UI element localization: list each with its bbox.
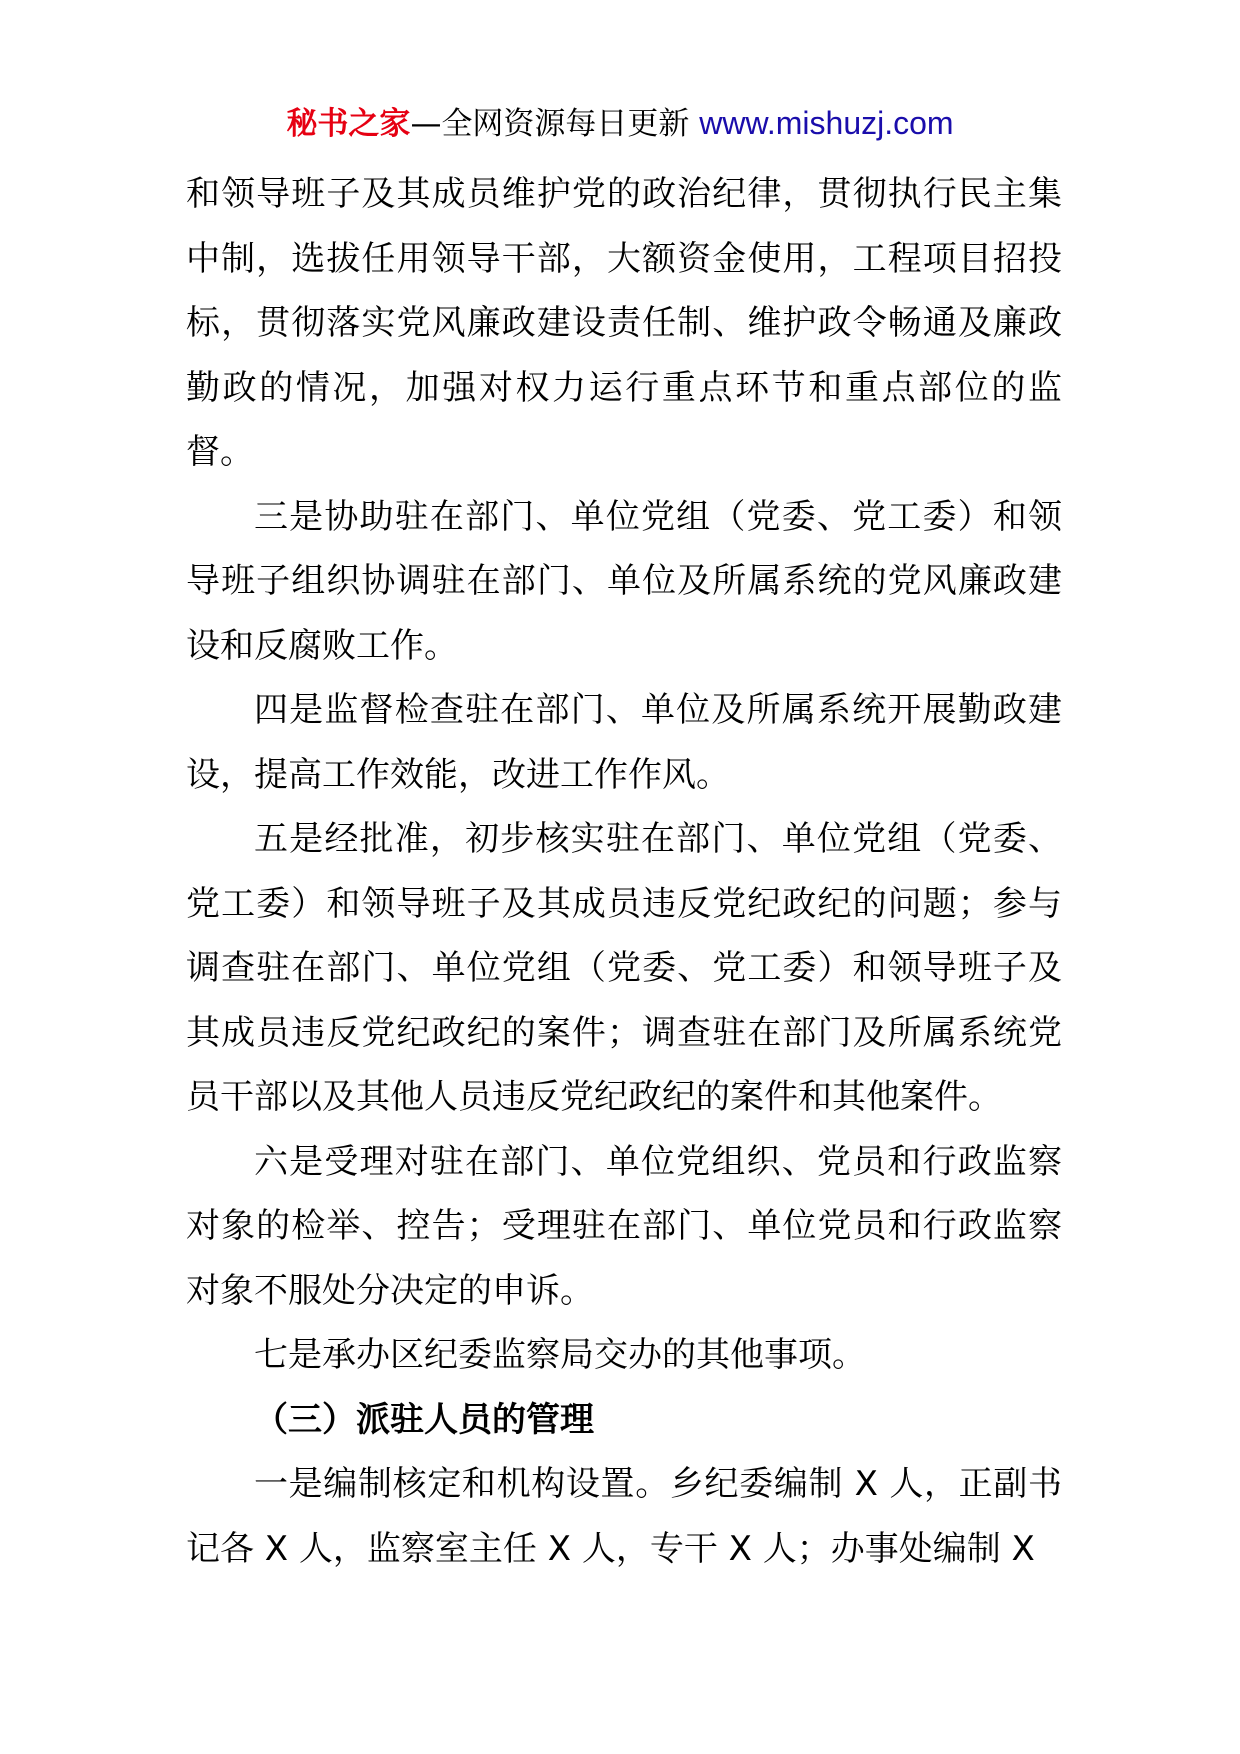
paragraph-item-four: 四是监督检查驻在部门、单位及所属系统开展勤政建设，提高工作效能，改进工作作风。 (186, 690, 1062, 795)
brand-name: 秘书之家 (286, 106, 411, 142)
paragraph-continuation: 和领导班子及其成员维护党的政治纪律，贯彻执行民主集中制，选拔任用领导干部，大额资金使用，工程项目招投标，贯彻落实党风廉政建设责任制、维护政令畅通及廉政勤政的情况，加强对权力运行重点环节和重点部位的监督。 (186, 174, 1062, 472)
paragraph-item-seven: 七是承办区纪委监察局交办的其他事项。 (254, 1335, 866, 1375)
site-header (0, 100, 1240, 147)
section-heading: （三）派驻人员的管理 (254, 1399, 594, 1440)
document-body (186, 162, 1062, 1581)
paragraph-staffing: 一是编制核定和机构设置。乡纪委编制 X 人，正副书记各 X 人，监察室主任 X 人，专干 X 人；办事处编制 X (186, 1464, 1062, 1569)
paragraph-item-five: 五是经批准，初步核实驻在部门、单位党组（党委、党工委）和领导班子及其成员违反党纪政纪的问题；参与调查驻在部门、单位党组（党委、党工委）和领导班子及其成员违反党纪政纪的案件；调查驻在部门及所属系统党员干部以及其他人员违反党纪政纪的案件和其他案件。 (186, 819, 1062, 1117)
header-slogan: —全网资源每日更新 (410, 106, 690, 142)
paragraph-item-three: 三是协助驻在部门、单位党组（党委、党工委）和领导班子组织协调驻在部门、单位及所属系统的党风廉政建设和反腐败工作。 (186, 496, 1062, 666)
paragraph-item-six: 六是受理对驻在部门、单位党组织、党员和行政监察对象的检举、控告；受理驻在部门、单位党员和行政监察对象不服处分决定的申诉。 (186, 1141, 1062, 1311)
site-url-link[interactable]: www.mishuzj.com (699, 105, 954, 141)
